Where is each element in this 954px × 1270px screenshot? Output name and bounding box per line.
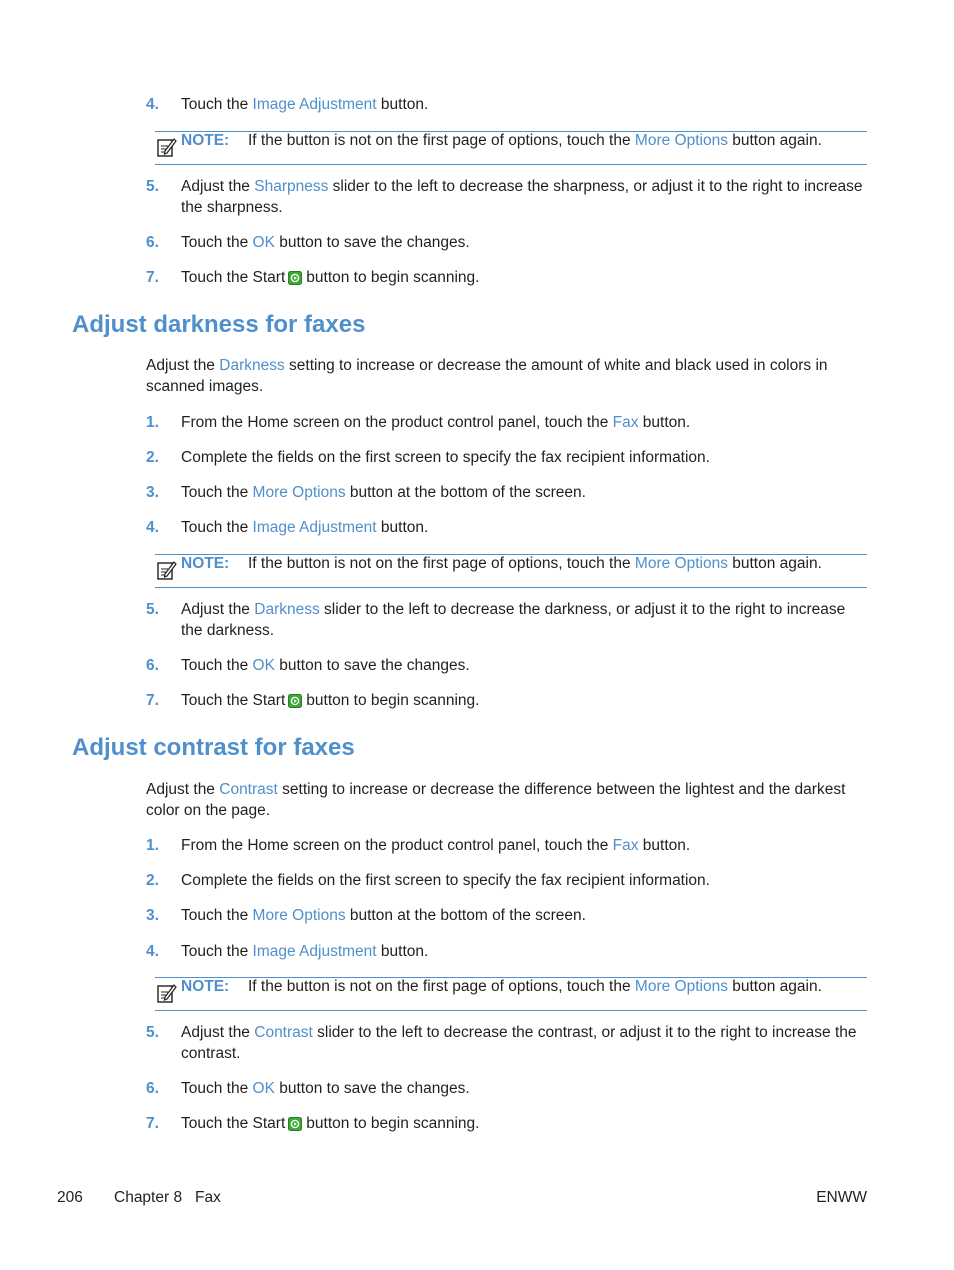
note-box: NOTE: If the button is not on the first page of options, touch the More Options button again.	[155, 977, 867, 1011]
more-options-link[interactable]: More Options	[634, 132, 728, 149]
note-icon	[157, 982, 177, 1004]
step-number: 7.	[146, 692, 159, 709]
start-icon	[288, 1117, 302, 1131]
intro-paragraph: Adjust the Darkness setting to increase or decrease the amount of white and black used in colors in scanned images.	[146, 357, 828, 395]
note-box: NOTE: If the button is not on the first page of options, touch the More Options button again.	[155, 131, 867, 165]
step-number: 7.	[146, 269, 159, 286]
image-adjustment-link[interactable]: Image Adjustment	[252, 96, 377, 113]
more-options-link[interactable]: More Options	[634, 978, 728, 995]
more-options-link[interactable]: More Options	[634, 555, 728, 572]
step-number: 2.	[146, 872, 159, 889]
note-box: NOTE: If the button is not on the first page of options, touch the More Options button again.	[155, 554, 867, 588]
ok-link[interactable]: OK	[252, 657, 275, 674]
step-number: 5.	[146, 1024, 159, 1041]
note-icon	[157, 136, 177, 158]
step-number: 1.	[146, 837, 159, 854]
step-number: 5.	[146, 178, 159, 195]
darkness-link[interactable]: Darkness	[254, 601, 320, 618]
step-number: 4.	[146, 96, 159, 113]
note-icon	[157, 559, 177, 581]
step-number: 7.	[146, 1115, 159, 1132]
note-label: NOTE:	[181, 555, 230, 572]
manual-page: 4. Touch the Image Adjustment button. NOTE: If the button is not on the first page of options, touch the More Options button again. 5. Adjust the Sharpness slider to the left to decrease the sharpness, or adjust it to the right to increase the sharpness. 6. Touch the OK button to save the changes. 7. Touch the Start button to begin scanning. Adjust darkness for faxes Adjust the Darkness setting to increase or decrease the amount of white and black used in colors in scanned images. 1. From the Home screen on the product control panel, touch the Fax button. 2. Complete the fields on the first screen to specify the fax recipient information. 3. Touch the More Options button at the bottom of the screen. 4. Touch the Image Adjustment button. NOTE: If the button is not on the first page of options, touch the More Options button again. 5. Adjust the Darkness slider to the left to decrease the darkness, or adjust it to the right to increase the darkness. 6. Touch the OK button to save the changes. 7. Touch the Start button to begin scanning. Adjust contrast for faxes Adjust the Contrast setting to increase or decrease the difference between the lightest and the darkest color on the page. 1. From the Home screen on the product control panel, touch the Fax button. 2. Complete the fields on the first screen to specify the fax recipient information. 3. Touch the More Options button at the bottom of the screen. 4. Touch the Image Adjustment button. NOTE: If the button is not on the first page of options, touch the More Options button again. 5. Adjust the Contrast slider to the left to decrease the contrast, or adjust it to the right to increase the contrast. 6. Touch the OK button to save the changes. 7. Touch the Start button to begin scanning. 206 Chapter 8 Fax ENWW	[57, 96, 867, 1206]
contrast-link[interactable]: Contrast	[254, 1024, 313, 1041]
contrast-link[interactable]: Contrast	[219, 781, 278, 798]
fax-link[interactable]: Fax	[612, 837, 639, 854]
footer-right-label: ENWW	[816, 1189, 867, 1206]
sharpness-link[interactable]: Sharpness	[254, 178, 329, 195]
fax-link[interactable]: Fax	[612, 414, 639, 431]
step-number: 1.	[146, 414, 159, 431]
step-number: 5.	[146, 601, 159, 618]
intro-paragraph: Adjust the Contrast setting to increase or decrease the difference between the lightest and the darkest color on the page.	[146, 781, 846, 819]
step-number: 6.	[146, 657, 159, 674]
chapter-label: Chapter 8 Fax	[114, 1189, 221, 1206]
more-options-link[interactable]: More Options	[252, 907, 346, 924]
step-number: 6.	[146, 234, 159, 251]
ok-link[interactable]: OK	[252, 234, 275, 251]
heading-adjust-contrast: Adjust contrast for faxes	[72, 734, 355, 761]
heading-adjust-darkness: Adjust darkness for faxes	[72, 311, 366, 338]
darkness-link[interactable]: Darkness	[219, 357, 285, 374]
page-number: 206	[57, 1189, 83, 1206]
start-icon	[288, 694, 302, 708]
step-number: 3.	[146, 484, 159, 501]
step-number: 2.	[146, 449, 159, 466]
more-options-link[interactable]: More Options	[252, 484, 346, 501]
note-label: NOTE:	[181, 978, 230, 995]
step-number: 6.	[146, 1080, 159, 1097]
step-number: 3.	[146, 907, 159, 924]
step-number: 4.	[146, 519, 159, 536]
image-adjustment-link[interactable]: Image Adjustment	[252, 519, 377, 536]
start-icon	[288, 271, 302, 285]
image-adjustment-link[interactable]: Image Adjustment	[252, 943, 377, 960]
ok-link[interactable]: OK	[252, 1080, 275, 1097]
note-label: NOTE:	[181, 132, 230, 149]
step-number: 4.	[146, 943, 159, 960]
